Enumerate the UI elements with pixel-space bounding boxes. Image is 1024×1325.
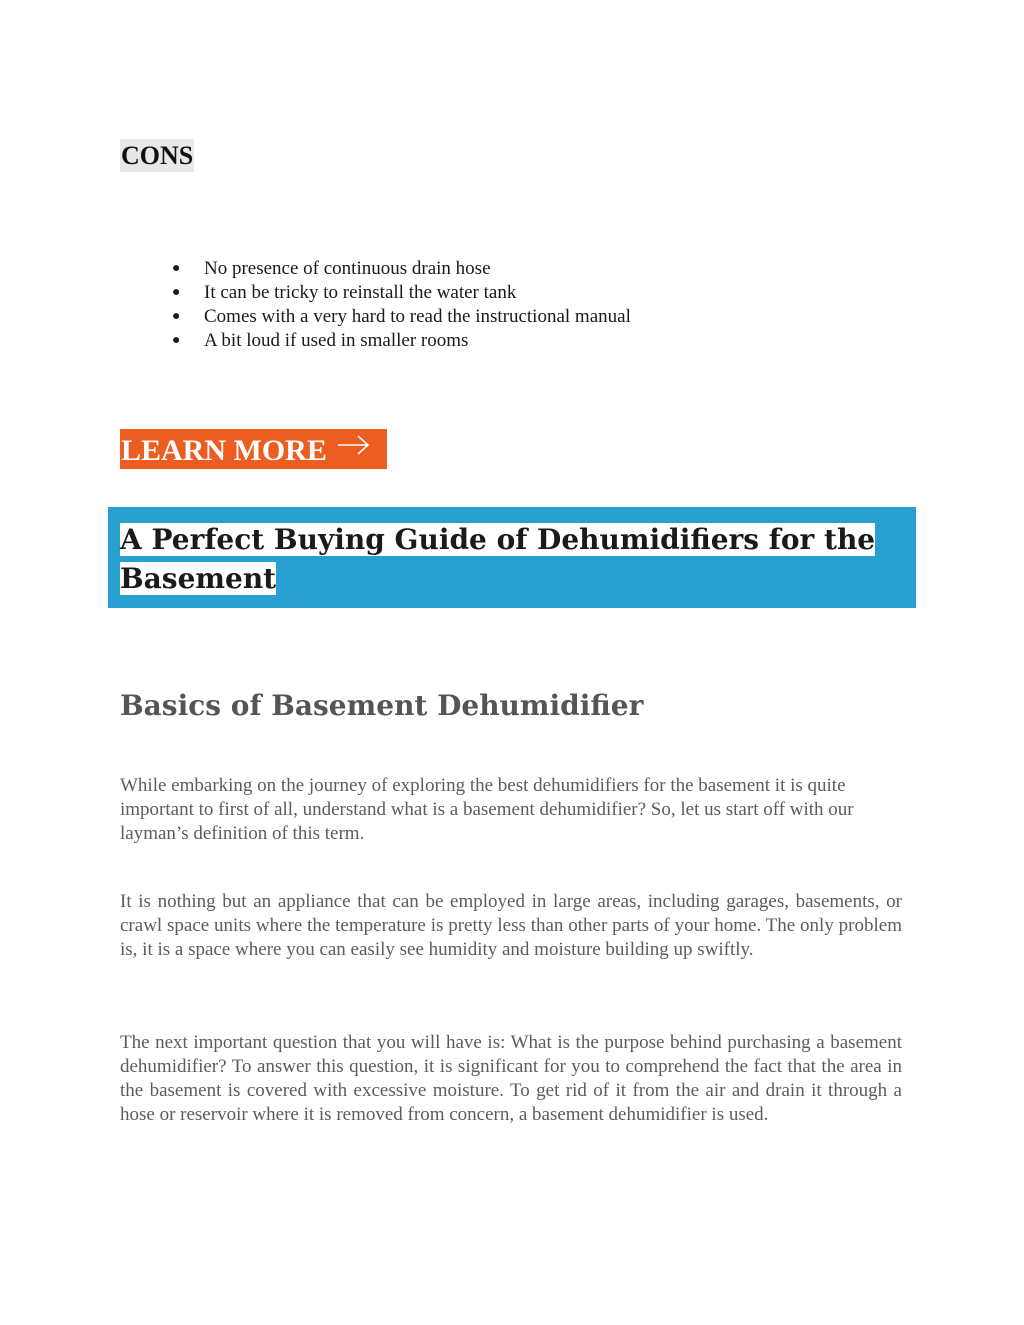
cons-list [172,257,631,353]
bullet-icon: ● [172,285,181,300]
bullet-icon: ● [172,261,181,276]
list-item [172,329,631,353]
arrow-right-icon [337,433,371,457]
list-item-text: A bit loud if used in smaller rooms [204,330,469,351]
list-item [172,257,631,281]
learn-more-label: LEARN MORE [121,434,327,467]
list-item [172,305,631,329]
list-item-text: It can be tricky to reinstall the water tank [204,282,517,303]
bullet-icon: ● [172,333,181,348]
cons-heading: CONS [121,141,194,170]
list-item-text: Comes with a very hard to read the instructional manual [204,306,631,327]
basics-heading: Basics of Basement Dehumidifier [120,689,644,722]
list-item [172,281,631,305]
paragraph: It is nothing but an appliance that can be employed in large areas, including garages, basements, or crawl space units where the temperature is pretty less than other parts of your home. The only problem is, it is a space where you can easily see humidity and moisture building up swiftly. [120,891,902,960]
paragraph: While embarking on the journey of exploring the best dehumidifiers for the basement it is quite important to first of all, understand what is a basement dehumidifier? So, let us start off with our layman’s definition of this term. [120,775,854,844]
guide-title [120,520,910,598]
guide-title-text: A Perfect Buying Guide of Dehumidifiers for the Basement [120,523,876,595]
learn-more-button[interactable] [120,429,387,469]
bullet-icon: ● [172,309,181,324]
paragraph: The next important question that you will have is: What is the purpose behind purchasing a basement dehumidifier? To answer this question, it is significant for you to comprehend the fact that the area in the basement is covered with excessive moisture. To get rid of it from the air and drain it through a hose or reservoir where it is removed from concern, a basement dehumidifier is used. [120,1032,902,1125]
list-item-text: No presence of continuous drain hose [204,258,491,279]
